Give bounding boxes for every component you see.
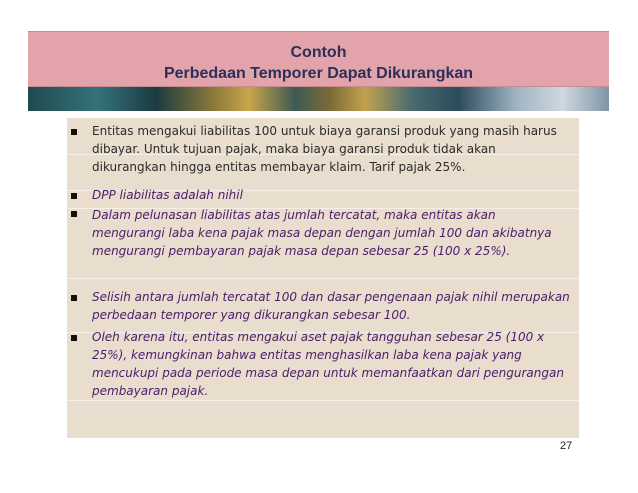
slide-title: Contoh	[290, 44, 347, 61]
page-number: 27	[560, 440, 573, 452]
bullet-square-icon	[71, 295, 77, 301]
decorative-banner-image	[28, 87, 609, 111]
bullet-text: Oleh karena itu, entitas mengakui aset pajak tangguhan sebesar 25 (100 x 25%), kemungkinan bahwa entitas menghasilkan laba kena pajak yang mencukupi pada periode masa depan untuk memanfaatkan dari pengurangan pembayaran pajak.	[92, 330, 564, 398]
bullet-text: Dalam pelunasan liabilitas atas jumlah tercatat, maka entitas akan mengurangi laba kena pajak masa depan dengan jumlah 100 dan akibatnya mengurangi pembayaran pajak masa depan sebesar 25 (100 x 25%).	[92, 208, 552, 258]
divider	[67, 278, 579, 279]
bullet-square-icon	[71, 335, 77, 341]
bullet-square-icon	[71, 129, 77, 135]
slide-subtitle: Perbedaan Temporer Dapat Dikurangkan	[163, 65, 474, 82]
bullet-text: Selisih antara jumlah tercatat 100 dan dasar pengenaan pajak nihil merupakan perbedaan temporer yang dikurangkan sebesar 100.	[92, 290, 570, 322]
slide-title-box	[28, 31, 609, 87]
divider	[67, 400, 579, 401]
bullet-square-icon	[71, 211, 77, 217]
bullet-text: DPP liabilitas adalah nihil	[92, 188, 243, 202]
bullet-square-icon	[71, 193, 77, 199]
bullet-text: Entitas mengakui liabilitas 100 untuk biaya garansi produk yang masih harus dibayar. Untuk tujuan pajak, maka biaya garansi produk tidak akan dikurangkan hingga entitas membayar klaim. Tarif pajak 25%.	[92, 124, 557, 174]
content-panel	[67, 118, 579, 438]
